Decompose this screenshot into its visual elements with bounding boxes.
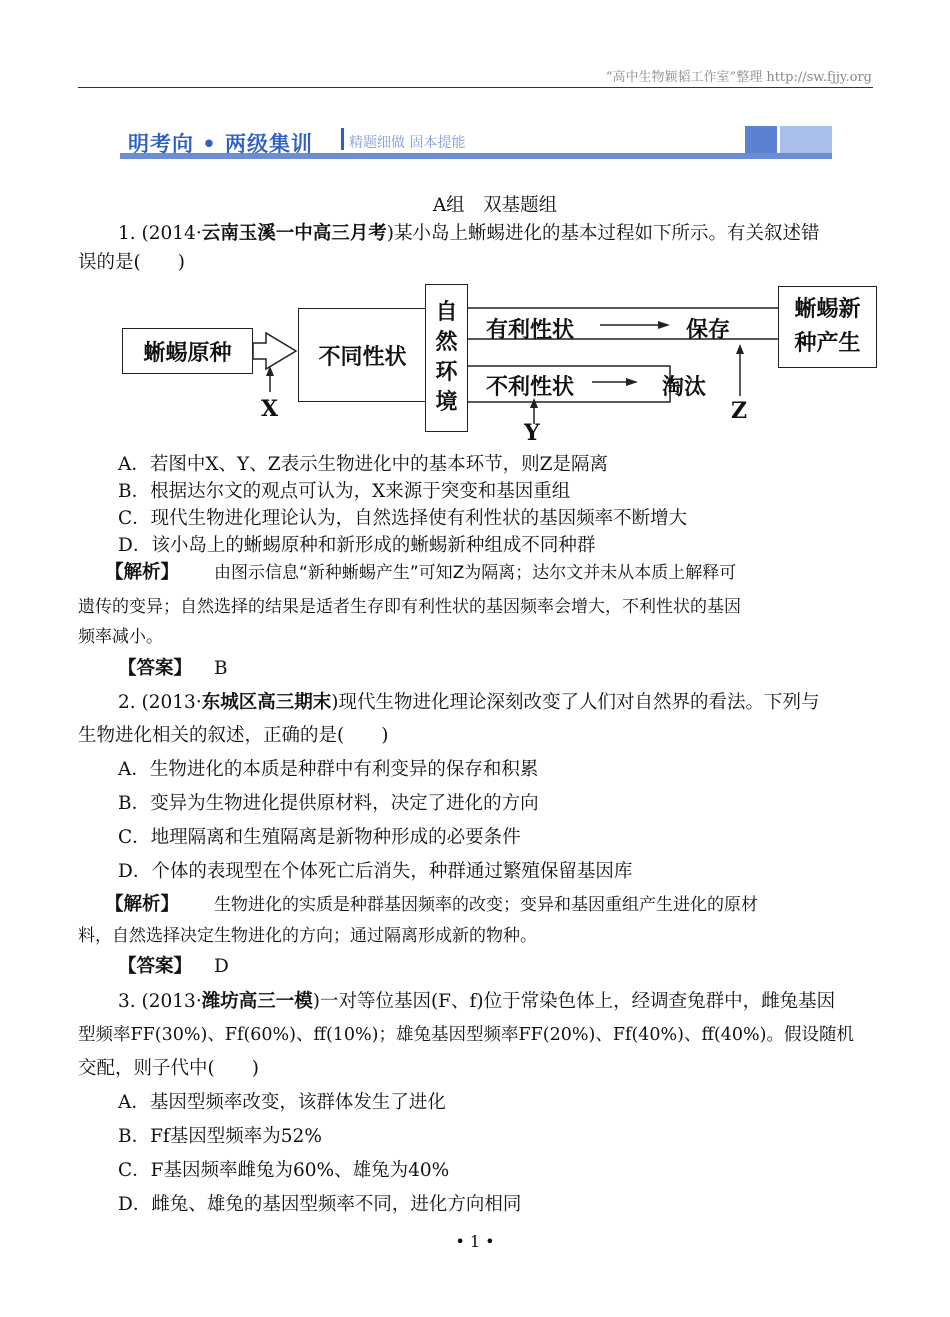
q1-option-b: B．根据达尔文的观点可认为，X来源于突变和基因重组: [118, 481, 571, 502]
new-species-line-2: 种产生: [794, 331, 861, 356]
q1-stem-line-1: [118, 222, 819, 246]
evolution-diagram: [118, 284, 883, 448]
q2-stem-line-1: [118, 691, 819, 715]
env-label-1: 自然: [435, 300, 458, 355]
q2-answer: [118, 955, 229, 979]
q3-stem-line-1: [118, 990, 835, 1014]
q1-source: 云南玉溪一中高三月考: [201, 223, 387, 244]
q2-stem-line-2: 生物进化相关的叙述，正确的是( ): [78, 725, 389, 746]
label-preserve: 保存: [686, 318, 731, 343]
label-y: Y: [524, 420, 540, 446]
q2-analysis-label: 【解析】: [105, 894, 180, 915]
q3-option-c: C．F基因频率雌兔为60%、雄兔为40%: [118, 1160, 450, 1181]
q3-stem-line-3: 交配，则子代中( ): [78, 1058, 259, 1079]
q1-stem-line-2: 误的是( ): [78, 252, 185, 273]
q2-option-d: D．个体的表现型在个体死亡后消失，种群通过繁殖保留基因库: [118, 861, 633, 882]
q2-answer-value: D: [214, 956, 229, 977]
q1-analysis-line-1: [105, 561, 736, 585]
label-x: X: [261, 396, 279, 422]
q3-number: 3. (2013·: [118, 991, 202, 1012]
group-title: A组 双基题组: [432, 195, 558, 216]
node-natural-environment: [425, 284, 468, 432]
env-label-2: 环境: [435, 360, 458, 415]
header-divider: [78, 87, 873, 88]
label-z: Z: [731, 398, 748, 424]
q2-option-b: B．变异为生物进化提供原材料，决定了进化的方向: [118, 793, 539, 814]
label-eliminate: 淘汰: [662, 375, 707, 400]
q1-answer-value: B: [214, 658, 228, 679]
new-species-line-1: 蜥蜴新: [794, 297, 861, 322]
q2-number: 2. (2013·: [118, 692, 202, 713]
q1-answer: [118, 657, 228, 681]
q2-answer-label: 【答案】: [118, 956, 193, 977]
banner-subtitle: 精题细做 固本提能: [349, 135, 466, 151]
hollow-arrow: [253, 333, 296, 369]
header-source: “高中生物颖韬工作室”整理 http://sw.fjjy.org: [605, 70, 872, 85]
q1-analysis-line-2: 遗传的变异；自然选择的结果是适者生存即有利性状的基因频率会增大，不利性状的基因: [78, 597, 741, 617]
node-different-traits: 不同性状: [298, 308, 427, 402]
q1-number: 1. (2014·: [118, 223, 202, 244]
q1-analysis-label: 【解析】: [105, 562, 180, 583]
q1-stem: )某小岛上蜥蜴进化的基本过程如下所示。有关叙述错: [386, 223, 820, 244]
q1-answer-label: 【答案】: [118, 658, 193, 679]
node-original-species: 蜥蜴原种: [122, 328, 253, 374]
label-unfavorable-traits: 不利性状: [486, 375, 575, 400]
q2-source: 东城区高三期末: [201, 692, 332, 713]
q1-option-a: A．若图中X、Y、Z表示生物进化中的基本环节，则Z是隔离: [118, 454, 608, 475]
banner-block-dark: [745, 126, 777, 153]
banner-title: 明考向 • 两级集训: [128, 132, 314, 156]
q3-option-a: A．基因型频率改变，该群体发生了进化: [118, 1092, 446, 1113]
q1-analysis-line-3: 频率减小。: [78, 627, 163, 647]
q1-option-c: C．现代生物进化理论认为，自然选择使有利性状的基因频率不断增大: [118, 508, 688, 529]
banner-block-light: [780, 126, 832, 153]
banner-separator: [341, 128, 344, 150]
page-number: • 1 •: [455, 1232, 495, 1251]
node-new-species: [778, 286, 877, 368]
label-favorable-traits: 有利性状: [486, 318, 575, 343]
q2-option-c: C．地理隔离和生殖隔离是新物种形成的必要条件: [118, 827, 521, 848]
q2-analysis-text-1: 生物进化的实质是种群基因频率的改变；变异和基因重组产生进化的原材: [214, 895, 759, 915]
q1-option-d: D．该小岛上的蜥蜴原种和新形成的蜥蜴新种组成不同种群: [118, 535, 596, 556]
q2-analysis-line-2: 料，自然选择决定生物进化的方向；通过隔离形成新的物种。: [78, 926, 537, 946]
q2-analysis-line-1: [105, 893, 758, 917]
q3-stem: )一对等位基因(F、f)位于常染色体上，经调查兔群中，雌兔基因: [312, 991, 836, 1012]
q3-stem-line-2: 型频率FF(30%)、Ff(60%)、ff(10%)；雄兔基因型频率FF(20%)、Ff(40%)、ff(40%)。假设随机: [78, 1025, 854, 1045]
q2-stem: )现代生物进化理论深刻改变了人们对自然界的看法。下列与: [331, 692, 820, 713]
q2-option-a: A．生物进化的本质是种群中有利变异的保存和积累: [118, 759, 539, 780]
q1-analysis-text-1: 由图示信息“新种蜥蜴产生”可知Z为隔离；达尔文并未从本质上解释可: [214, 563, 737, 583]
section-banner: [120, 124, 832, 160]
q3-option-b: B．Ff基因型频率为52%: [118, 1126, 322, 1147]
q3-option-d: D．雌兔、雄兔的基因型频率不同，进化方向相同: [118, 1194, 522, 1215]
q3-source: 潍坊高三一模: [201, 991, 313, 1012]
